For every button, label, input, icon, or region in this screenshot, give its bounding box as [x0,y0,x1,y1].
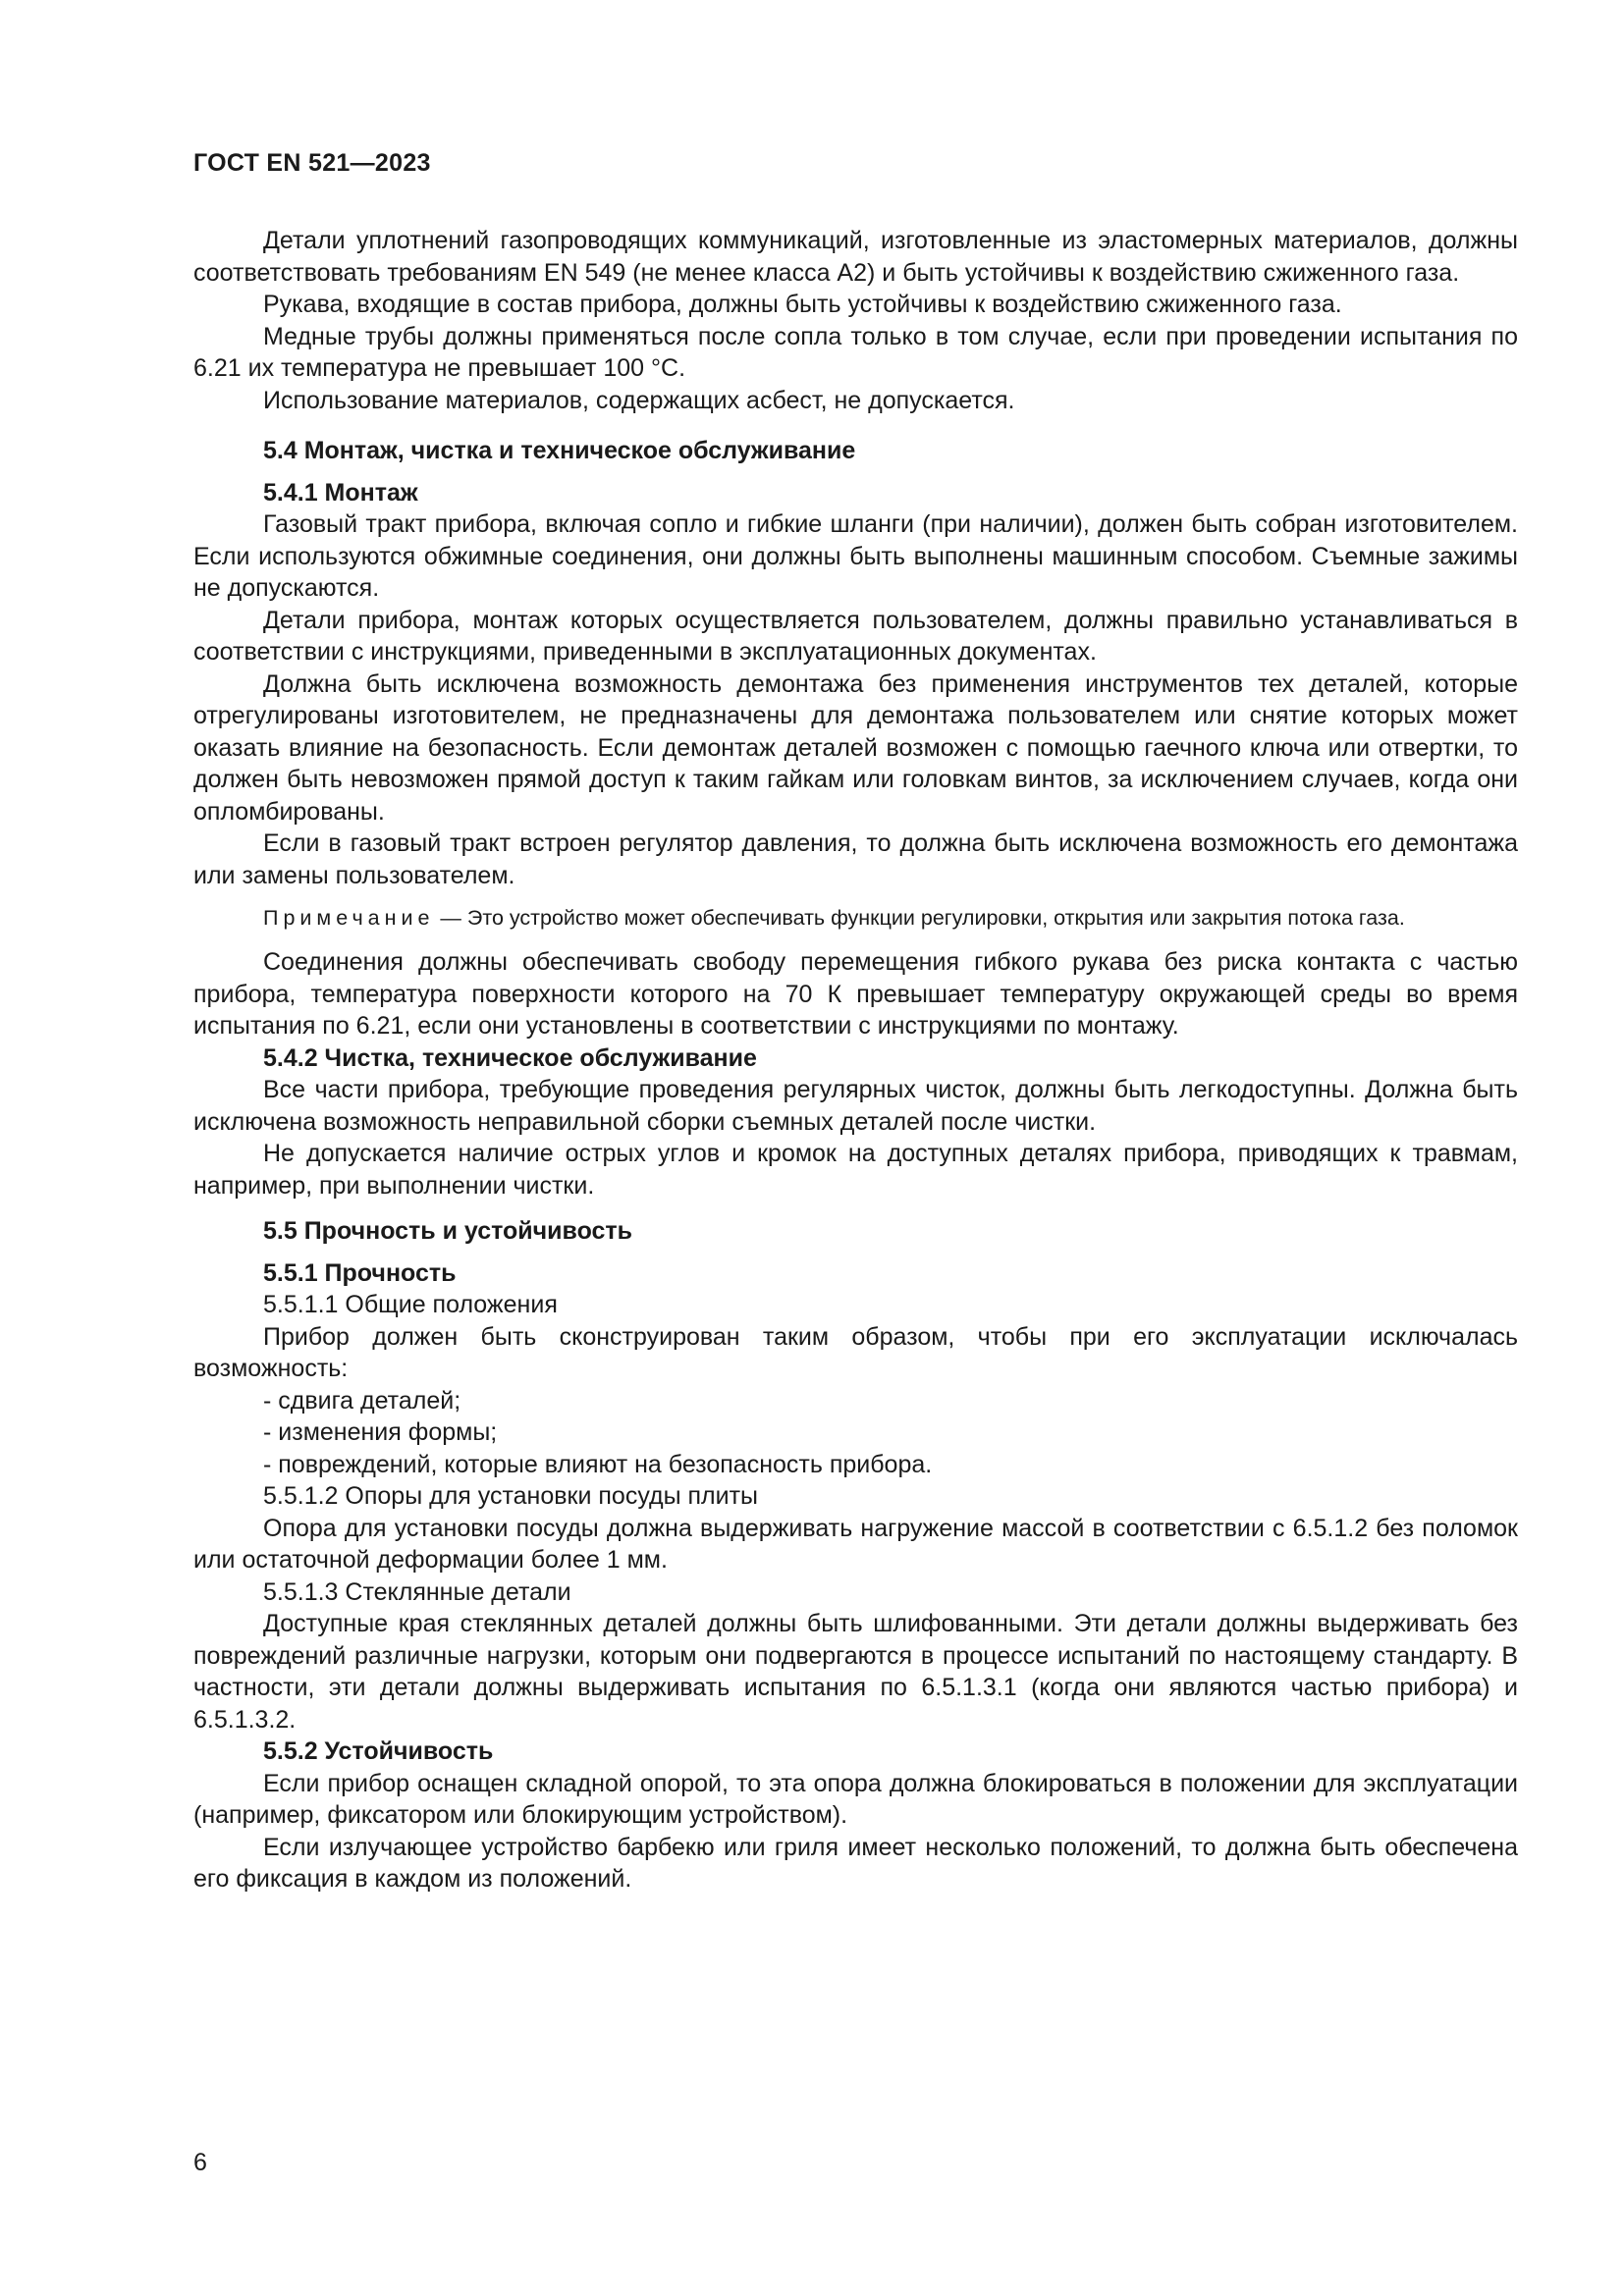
paragraph: Должна быть исключена возможность демонтажа без применения инструментов тех деталей, которые отрегулированы изготовителем, не предназначены для демонтажа пользователем или снятие которых может оказать влияние на безопасность. Если демонтаж деталей возможен с помощью гаечного ключа или отвертки, то должен быть невозможен прямой доступ к таким гайкам или головкам винтов, за исключением случаев, когда они опломбированы. [193,669,1518,826]
paragraph: Соединения должны обеспечивать свободу перемещения гибкого рукава без риска контакта с частью прибора, температура поверхности которого на 70 К превышает температуру окружающей среды во время испытания по 6.21, если они установлены в соответствии с инструкциями по монтажу. [193,948,1518,1040]
paragraph: Детали прибора, монтаж которых осуществляется пользователем, должны правильно устанавливаться в соответствии с инструкциями, приведенными в эксплуатационных документах. [193,606,1518,666]
page-number: 6 [193,2149,207,2176]
document-body [193,225,1518,1896]
paragraph: Использование материалов, содержащих асбест, не допускается. [263,386,1015,414]
note-text: — Это устройство может обеспечивать функции регулировки, открытия или закрытия потока газа. [434,906,1405,930]
document-header: ГОСТ EN 521—2023 [193,149,431,177]
section-heading-5-4-1: 5.4.1 Монтаж [263,478,418,507]
section-heading-5-4-2: 5.4.2 Чистка, техническое обслуживание [263,1043,757,1072]
paragraph: Опора для установки посуды должна выдерживать нагружение массой в соответствии с 6.5.1.2 без поломок или остаточной деформации более 1 мм. [193,1514,1518,1574]
section-heading-5-5-1: 5.5.1 Прочность [263,1258,457,1287]
list-item: - сдвига деталей; [263,1386,461,1415]
section-heading-5-5-1-3: 5.5.1.3 Стеклянные детали [263,1577,571,1606]
paragraph: Рукава, входящие в состав прибора, должны быть устойчивы к воздействию сжиженного газа. [263,291,1342,318]
section-heading-5-5: 5.5 Прочность и устойчивость [263,1217,633,1245]
paragraph: Газовый тракт прибора, включая сопло и гибкие шланги (при наличии), должен быть собран изготовителем. Если используются обжимные соединения, они должны быть выполнены машинным способом. Съемные зажимы не допускаются. [193,510,1518,602]
list-item: - повреждений, которые влияют на безопасность прибора. [263,1450,933,1478]
section-heading-5-4: 5.4 Монтаж, чистка и техническое обслуживание [263,437,856,464]
paragraph: Детали уплотнений газопроводящих коммуникаций, изготовленные из эластомерных материалов, должны соответствовать требованиям EN 549 (не менее класса А2) и быть устойчивы к воздействию сжиженного газа. [193,227,1518,287]
section-heading-5-5-1-1: 5.5.1.1 Общие положения [263,1291,558,1318]
paragraph: Все части прибора, требующие проведения регулярных чисток, должны быть легкодоступны. Должна быть исключена возможность неправильной сборки съемных деталей после чистки. [193,1076,1518,1136]
paragraph: Не допускается наличие острых углов и кромок на доступных деталях прибора, приводящих к травмам, например, при выполнении чистки. [193,1140,1518,1200]
paragraph: Прибор должен быть сконструирован таким образом, чтобы при его эксплуатации исключалась возможность: [193,1322,1518,1382]
note [193,903,1518,933]
list-item: - изменения формы; [263,1418,498,1446]
paragraph: Если прибор оснащен складной опорой, то эта опора должна блокироваться в положении для эксплуатации (например, фиксатором или блокирующим устройством). [193,1769,1518,1829]
note-label: Примечание [263,906,435,930]
paragraph: Доступные края стеклянных деталей должны быть шлифованными. Эти детали должны выдерживать без повреждений различные нагрузки, которым они подвергаются в процессе испытаний по настоящему стандарту. В частности, эти детали должны выдерживать испытания по 6.5.1.3.1 (когда они являются частью прибора) и 6.5.1.3.2. [193,1610,1518,1734]
paragraph: Медные трубы должны применяться после сопла только в том случае, если при проведении испытания по 6.21 их температура не превышает 100 °С. [193,322,1518,382]
section-heading-5-5-1-2: 5.5.1.2 Опоры для установки посуды плиты [263,1482,759,1510]
paragraph: Если излучающее устройство барбекю или гриля имеет несколько положений, то должна быть обеспечена его фиксация в каждом из положений. [193,1833,1518,1893]
section-heading-5-5-2: 5.5.2 Устойчивость [263,1737,494,1765]
paragraph: Если в газовый тракт встроен регулятор давления, то должна быть исключена возможность его демонтажа или замены пользователем. [193,829,1518,889]
